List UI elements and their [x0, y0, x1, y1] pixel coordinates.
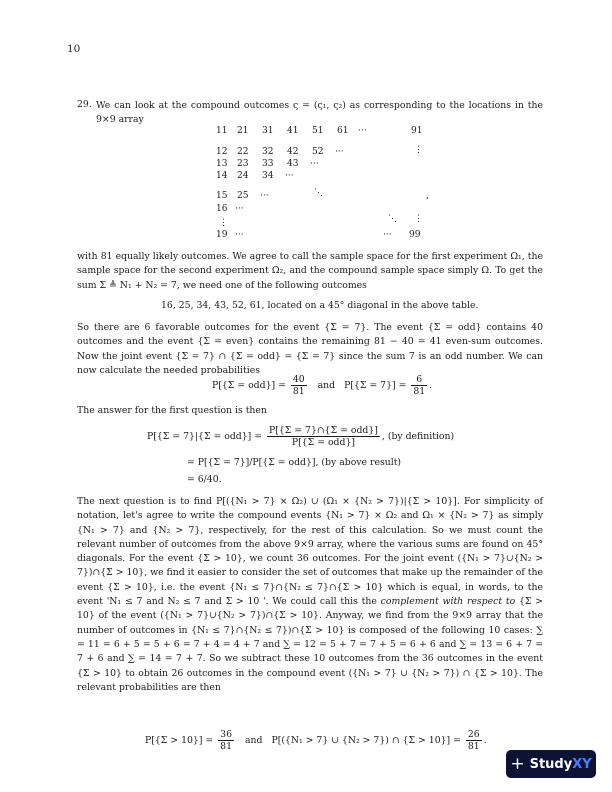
equation-probabilities [212, 374, 432, 397]
eq3-lhs-a: P[{Σ > 10}] = [145, 735, 214, 746]
array-cell: 13 [216, 159, 228, 169]
numerator: 6 [411, 374, 427, 386]
array-cell: 21 [237, 126, 249, 136]
array-cell: 12 [216, 147, 228, 157]
array-cell: 52 [312, 147, 324, 157]
array-cell: ··· [235, 230, 244, 240]
array-cell: ⋱ [314, 188, 324, 198]
denominator: P[{Σ = odd}] [291, 437, 355, 448]
equation-final-probabilities [145, 729, 487, 752]
denominator: 81 [467, 741, 480, 752]
array-cell: ··· [285, 171, 294, 181]
array-cell: , [426, 191, 429, 201]
denominator: 81 [220, 741, 233, 752]
eq3-period: . [483, 735, 487, 746]
array-cell: 15 [216, 191, 228, 201]
intro-paragraph: We can look at the compound outcomes ς = (ς₁, ς₂) as corresponding to the locations in the 9×9 array [96, 100, 543, 126]
array-cell: ⋮ [414, 145, 424, 155]
fraction-26-81 [466, 729, 482, 752]
array-cell: 16 [216, 204, 228, 214]
array-cell: 61 [337, 126, 349, 136]
brand-name-xy: XY [572, 756, 592, 772]
paragraph-events: So there are 6 favorable outcomes for the event {Σ = 7}. The event {Σ = odd} contains 40 outcomes and the event {Σ = even} contains the remaining 81 − 40 = 41 even-sum outcomes. Now the joint event {Σ = 7} ∩ {Σ = odd} = {Σ = 7} since the sum 7 is an odd number. We can now calculate the needed probabilities [77, 322, 543, 376]
eq2-lhs: P[{Σ = 7}|{Σ = odd}] = [147, 431, 263, 442]
equation-line-3: = 6/40. [187, 474, 222, 485]
outcome-array [216, 126, 436, 246]
array-cell: 14 [216, 171, 228, 181]
studyxy-badge[interactable] [506, 750, 596, 778]
numerator: 26 [467, 729, 480, 740]
favorable-outcomes-line: 16, 25, 34, 43, 52, 61, located on a 45° diagonal in the above table. [161, 300, 479, 311]
page-number: 10 [67, 43, 81, 55]
brand-name [530, 757, 592, 772]
eq2-note: , (by definition) [381, 431, 455, 442]
array-cell: ⋮ [219, 218, 229, 228]
array-cell: 25 [237, 191, 249, 201]
denominator: 81 [292, 386, 305, 397]
array-cell: ··· [335, 147, 344, 157]
numerator: 40 [292, 374, 305, 385]
array-cell: 51 [312, 126, 324, 136]
array-cell: 34 [262, 171, 274, 181]
problem-number: 29. [77, 99, 92, 110]
array-cell: ··· [383, 230, 392, 240]
paragraph-first-answer: The answer for the first question is then [77, 405, 267, 416]
eq3-lhs-b: P[({N₁ > 7} ∪ {N₂ > 7}) ∩ {Σ > 10}] = [271, 735, 461, 746]
paragraph-second-question [77, 495, 543, 695]
denominator: 81 [413, 386, 426, 397]
array-cell: ··· [358, 126, 367, 136]
eq1-lhs-odd: P[{Σ = odd}] = [212, 380, 286, 391]
fraction-40-81 [291, 374, 307, 397]
p4-text-b: {Σ > 10} of the event ({N₁ > 7}∪{N₂ > 7})∩{Σ > 10}. Anyway, we find from the 9×9 array that the number of outcomes in {N₁ ≤ 7}∩{N₂ ≤ 7})∩{Σ > 10} is composed of the following 10 cases: ∑ = 11 = 6 + 5 = 5 + 6 = 7 + 4 = 4 + 7 and ∑ = 12 = 5 + 7 = 7 + 5 = 6 + 6 and ∑ = 13 = 6 + 7 = 7 + 6 and ∑ = 14 = 7 + 7. So we subtract these 10 outcomes from the 36 outcomes in the event {Σ > 10} to obtain 26 outcomes in the compound event ({N₁ > 7} ∪ {N₂ > 7}) ∩ {Σ > 10}. The relevant probabilities are then [77, 596, 544, 693]
eq1-lhs-seven: P[{Σ = 7}] = [344, 380, 407, 391]
numerator: 36 [220, 729, 233, 740]
p4-text-a: The next question is to find P[({N₁ > 7} × Ω₂) ∪ (Ω₁ × {N₂ > 7})|{Σ > 10}]. For simplicity of notation, let's agree to write the compound events {N₁ > 7} × Ω₂ and Ω₁ × {N₂ > 7} as simply {N₁ > 7} and {N₂ > 7}, respectively, for the rest of this calculation. So we must count the relevant number of outcomes from the above 9×9 array, where the various sums are found on 45° diagonals. For the event {Σ > 10}, we count 36 outcomes. For the joint event ({N₁ > 7}∪{N₂ > 7})∩{Σ > 10}, we find it easier to consider the set of outcomes that make up the remainder of the event {Σ > 10}, i.e. the event {N₁ ≤ 7}∩{N₂ ≤ 7}∩{Σ > 10} which is equal, in words, to the event 'N₁ ≤ 7 and N₂ ≤ 7 and Σ > 10 '. We could call this the [77, 496, 543, 608]
array-cell: 42 [287, 147, 299, 157]
array-cell: 32 [262, 147, 274, 157]
fraction-6-81 [411, 374, 427, 397]
array-cell: 23 [237, 159, 249, 169]
fraction-conditional [267, 425, 380, 448]
eq1-and: and [317, 380, 336, 391]
array-cell: ⋮ [414, 214, 424, 224]
array-cell: 19 [216, 230, 228, 240]
array-cell: 22 [237, 147, 249, 157]
array-cell: 24 [237, 171, 249, 181]
array-cell: ··· [310, 159, 319, 169]
equation-line-1 [147, 425, 454, 448]
array-cell: 91 [411, 126, 423, 136]
equation-line-2: = P[{Σ = 7}]/P[{Σ = odd}], (by above result) [187, 457, 402, 468]
array-cell: 11 [216, 126, 228, 136]
eq1-period: . [429, 380, 433, 391]
paragraph-sample-space: with 81 equally likely outcomes. We agree to call the sample space for the first experiment Ω₁, the sample space for the second experiment Ω₂, and the compound sample space simply Ω. To get the sum Σ ≜ N₁ + N₂ = 7, we need one of the following outcomes [77, 251, 543, 291]
brand-name-study: Study [529, 756, 573, 772]
numerator: P[{Σ = 7}∩{Σ = odd}] [268, 425, 378, 436]
p4-emphasis: complement with respect to [380, 596, 516, 608]
array-cell: 33 [262, 159, 274, 169]
array-cell: 41 [287, 126, 299, 136]
array-cell: 99 [409, 230, 421, 240]
plus-icon: + [510, 754, 525, 774]
eq3-and: and [244, 735, 263, 746]
array-cell: 43 [287, 159, 299, 169]
fraction-36-81 [218, 729, 234, 752]
array-cell: ··· [235, 204, 244, 214]
array-cell: ··· [260, 191, 269, 201]
array-cell: ⋱ [388, 214, 398, 224]
array-cell: 31 [262, 126, 274, 136]
